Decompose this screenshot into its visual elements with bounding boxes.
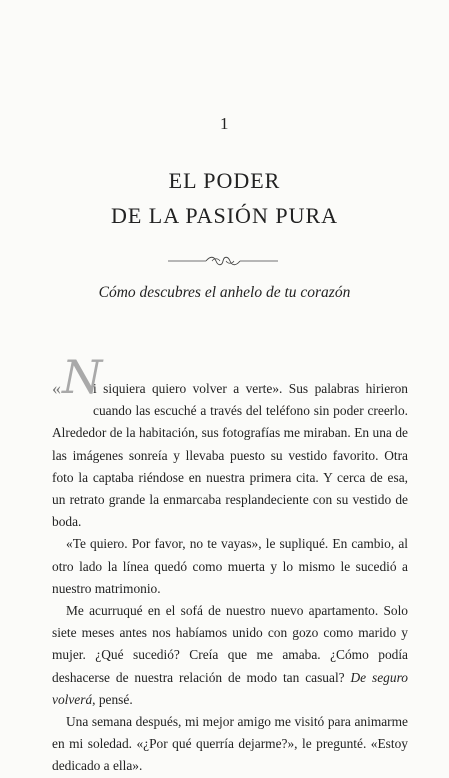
chapter-title-line-1: EL PODER (168, 168, 281, 193)
paragraph-3 (52, 600, 408, 711)
chapter-number: 1 (220, 114, 229, 133)
paragraph-1 (52, 350, 408, 533)
drop-cap-quote: « (52, 378, 61, 398)
paragraph-2: «Te quiero. Por favor, no te vayas», le supliqué. En cambio, al otro lado la línea quedó como muerta y lo mismo le sucedió a nuestro matrimonio. (52, 536, 408, 596)
ornament-divider-icon (168, 255, 278, 267)
drop-cap (52, 350, 103, 416)
chapter-title (0, 163, 449, 233)
paragraph-3-text-a: Me acurruqué en el sofá de nuestro nuevo apartamento. Solo siete meses antes nos habíamos unido con gozo como marido y mujer. ¿Qué sucedió? Creía que me amaba. ¿Cómo podía deshacerse de nuestra relación de modo tan casual? (52, 603, 408, 685)
paragraph-3-italic: De seguro volverá (52, 669, 408, 707)
chapter-subtitle: Cómo descubres el anhelo de tu corazón (98, 284, 351, 301)
paragraph-1-text: i siquiera quiero volver a verte». Sus palabras hirieron cuando las escuché a través del teléfono sin poder creerlo. Alrededor de la habitación, sus fotografías me miraban. En una de las imágenes sonreía y llevaba puesto su vestido favorito. Otra foto la captaba riéndose en nuestra primera cita. Y cerca de esa, un retrato grande la enmarcaba resplandeciente con su vestido de boda. (52, 381, 408, 530)
drop-cap-letter: N (62, 350, 103, 404)
chapter-title-line-2: DE LA PASIÓN PURA (110, 203, 339, 228)
paragraph-4: Una semana después, mi mejor amigo me visitó para animarme en mi soledad. «¿Por qué querría dejarme?», le pregunté. «Estoy dedicado a ella». (52, 714, 408, 774)
paragraph-3-text-b: , pensé. (92, 691, 133, 707)
chapter-body (52, 350, 408, 778)
